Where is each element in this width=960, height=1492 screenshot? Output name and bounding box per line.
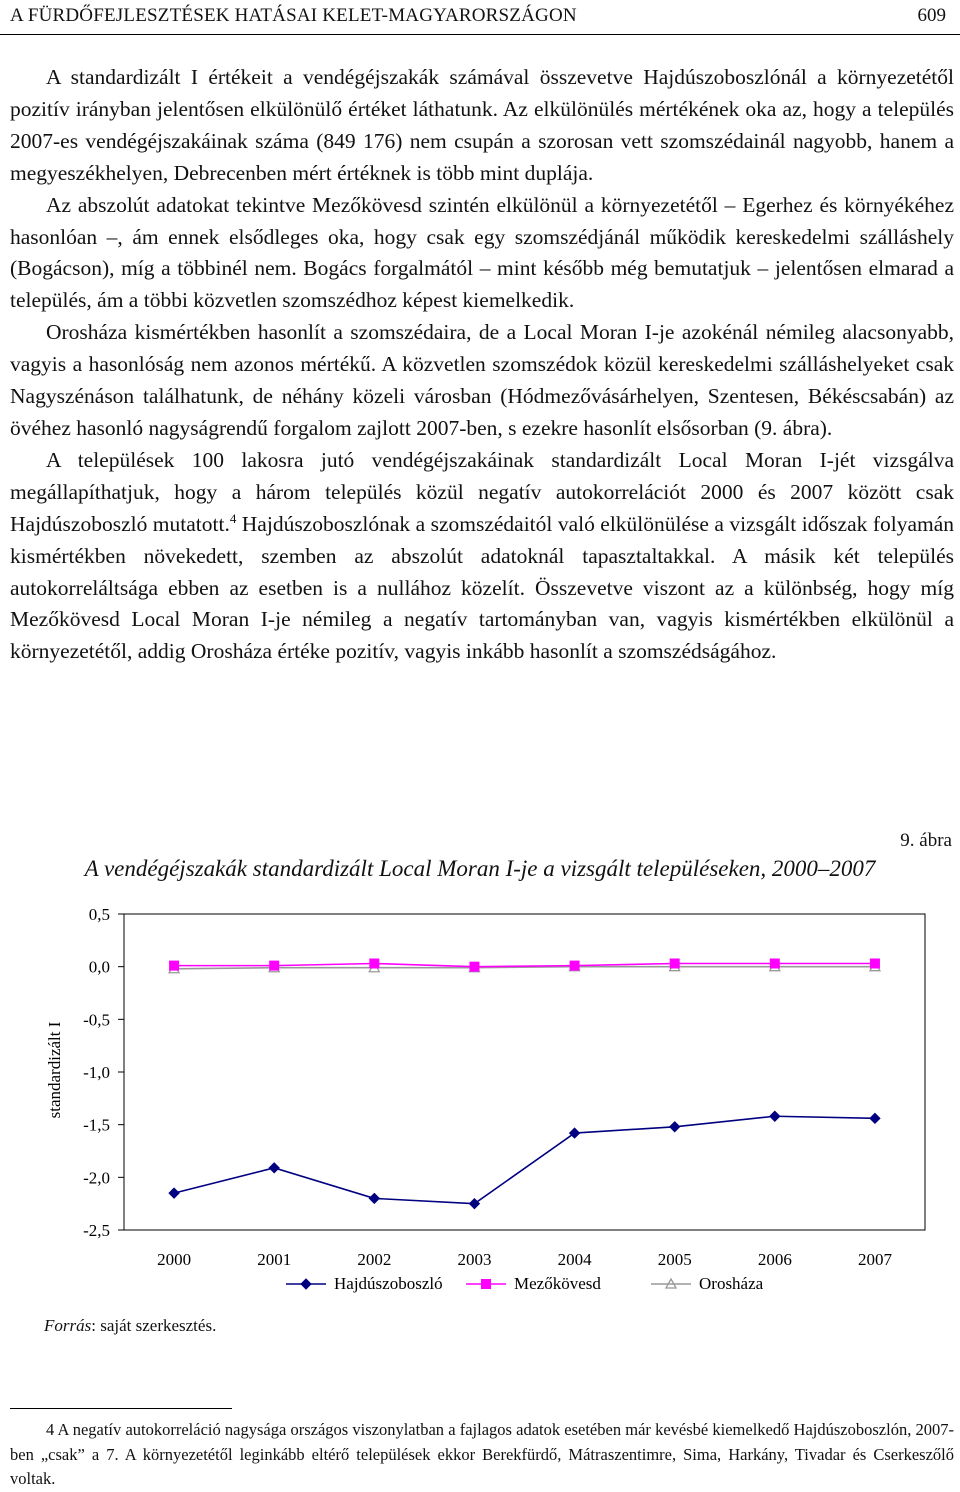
legend-marker (301, 1279, 311, 1289)
data-point (770, 1111, 780, 1121)
running-title: A FÜRDŐFEJLESZTÉSEK HATÁSAI KELET-MAGYARORSZÁGON (10, 5, 577, 26)
paragraph: A települések 100 lakosra jutó vendégéjszakáinak standardizált Local Moran I-jét vizsgálva megállapíthatjuk, hogy a három település közül negatív autokorrelációt 2000 és 2007 között csak Hajdúszoboszló mutatott.$^4$ Hajdúszoboszlónak a szomszédaitól való elkülönülése a vizsgált időszak folyamán kismértékben növekedett, szemben az abszolút adatoknál tapasztaltakkal. A másik két település autokorreláltsága ebben az esetben is a nullához közelít. Összevetve viszont az a különbség, hogy míg Mezőkövesd Local Moran I-je némileg a negatív tartományban van, vagyis kismértékben elkülönül a környezetétől, addig Orosháza értéke pozitív, vagyis inkább hasonlít a szomszédságához. (10, 447, 955, 664)
data-point (170, 961, 179, 970)
x-tick-label: 2004 (557, 1250, 592, 1269)
y-axis-label: standardizált I (45, 1021, 64, 1119)
footnote-marker: 4 (229, 510, 237, 526)
data-point (570, 1128, 580, 1138)
page-number: 609 (917, 5, 946, 26)
x-tick-label: 2005 (657, 1250, 692, 1269)
figure-title: A vendégéjszakák standardizált Local Moran I-je a vizsgált településeken, 2000–2007 (84, 856, 876, 881)
legend-label: Mezőkövesd (514, 1274, 601, 1293)
data-point (269, 1163, 279, 1173)
data-point (870, 959, 879, 968)
data-point (470, 962, 479, 971)
data-point (770, 959, 779, 968)
paragraph: A standardizált I értékeit a vendégéjszakák számával összevetve Hajdúszoboszlónál a környezetétől pozitív irányban jelentősen elkülönülő értéket láthatunk. Az elkülönülés mértékének oka az, hogy a település 2007-es vendégéjszakáinak száma (849 176) nem csupán a szorosan vett szomszédainál nagyobb, hanem a megyeszékhelyen, Debrecenben mért értéknek is több mint duplája. (10, 65, 954, 185)
data-point (370, 959, 379, 968)
paragraph: Orosháza kismértékben hasonlít a szomszédaira, de a Local Moran I-je azokénál némileg alacsonyabb, vagyis a hasonlóság nem azonos mértékű. A közvetlen szomszédok közül kereskedelmi szálláshelyeket csak Nagyszénáson találhatunk, de néhány közeli városban (Hódmezővásárhelyen, Szentesen, Békéscsabán) az övéhez hasonló nagyságrendű forgalom zajlott 2007-ben, s ezekre hasonlít elsősorban (9. ábra). (10, 320, 954, 440)
data-point (369, 1193, 379, 1203)
line-chart (0, 890, 960, 1310)
footnote: 4 A negatív autokorreláció nagysága országos viszonylatban a fajlagos adatok esetében már kevésbé kiemelkedő Hajdúszoboszlón, 2007-ben „csak” a 7. A környezetétől leginkább eltérő települések ekkor Berekfürdő, Mátraszentimre, Sima, Harkány, Tivadar és Cserkeszőlő voltak. (10, 1420, 954, 1488)
y-tick-label: -2,5 (83, 1221, 110, 1240)
data-point (670, 959, 679, 968)
y-tick-label: 0,0 (88, 957, 110, 977)
series-line (174, 967, 875, 969)
figure-number: 9. ábra (900, 830, 952, 851)
y-tick-label: -1,0 (83, 1063, 110, 1082)
legend-label: Hajdúszoboszló (334, 1274, 443, 1293)
data-point (169, 1188, 179, 1198)
data-point (670, 1122, 680, 1132)
footnote-divider (10, 1408, 232, 1409)
legend-marker (482, 1280, 491, 1289)
y-tick-label: -1,5 (83, 1115, 110, 1135)
series-line (174, 1116, 875, 1203)
x-tick-label: 2001 (257, 1250, 292, 1269)
paragraph: Az abszolút adatokat tekintve Mezőkövesd szintén elkülönül a környezetétől – Egerhez és környékéhez hasonlóan –, ám ennek elsődleges oka, hogy csak egy szomszédjánál működik kereskedelmi szálláshely (Bogácson), míg a többinél nem. Bogács forgalmától – mint később még bemutatjuk – jelentősen elmarad a település, ám a többi közvetlen szomszédhoz képest kiemelkedik. (10, 192, 954, 313)
data-point (469, 1199, 479, 1209)
y-tick-label: 0,5 (88, 905, 110, 924)
figure-source: Forrás: saját szerkesztés. (44, 1316, 217, 1335)
x-tick-label: 2006 (757, 1250, 792, 1269)
x-tick-label: 2007 (857, 1250, 892, 1269)
body-text (10, 62, 954, 668)
data-point (270, 961, 279, 970)
y-tick-label: -2,0 (83, 1168, 110, 1188)
x-tick-label: 2002 (357, 1250, 392, 1269)
y-tick-label: -0,5 (83, 1010, 110, 1030)
data-point (870, 1113, 880, 1123)
legend-label: Orosháza (699, 1274, 764, 1293)
plot-area (124, 914, 925, 1230)
data-point (570, 961, 579, 970)
x-tick-label: 2000 (157, 1250, 192, 1269)
x-tick-label: 2003 (457, 1250, 492, 1269)
running-header (0, 0, 960, 35)
